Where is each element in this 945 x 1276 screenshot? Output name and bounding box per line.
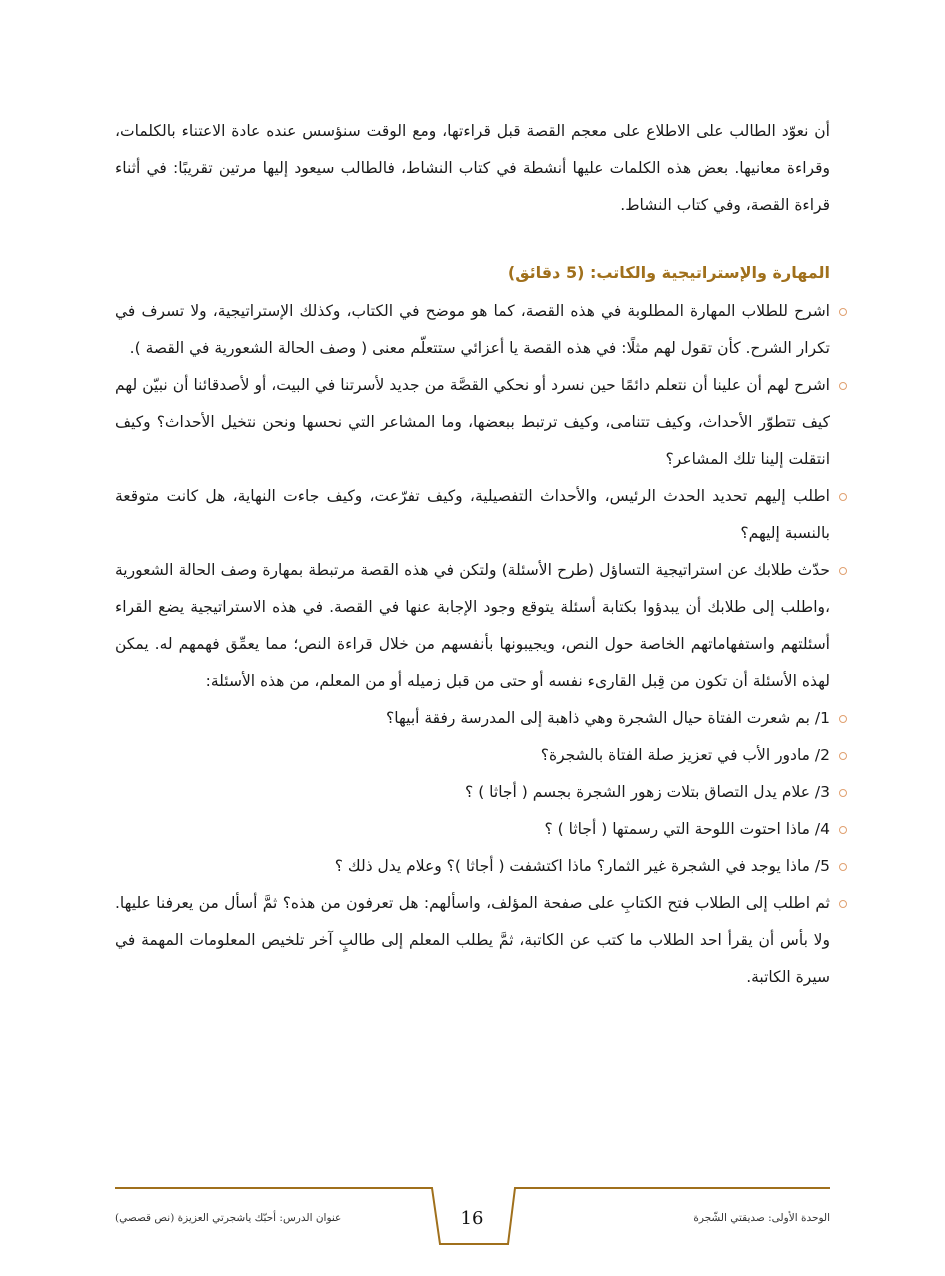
list-item-text: اشرح لهم أن علينا أن نتعلم دائمًا حين نسرد أو نحكي القصَّة من جديد لأسرتنا في البيت، أو لأصدقائنا أن نبيّن لهم كيف تتطوّر الأحداث، وكيف تتنامى، وكيف ترتبط ببعضها، وما المشاعر التي نحسها ونحن نتخيل الأحداث؟ وكيف انتقلت إلينا تلك المشاعر؟	[115, 376, 830, 468]
lesson-title: عنوان الدرس: أحبّك ياشجرتي العزيزة (نص قصصي)	[115, 1212, 342, 1224]
section-heading: المهارة والإستراتيجية والكاتب: (5 دقائق)	[507, 263, 830, 282]
page-number: 16	[460, 1208, 484, 1229]
list-item-text: ثم اطلب إلى الطلاب فتح الكتابِ على صفحة المؤلف، واسألهم: هل تعرفون من هذه؟ ثمَّ أسأل من يعرفنا عليها. ولا بأس أن يقرأ احد الطلاب ما كتب عن الكاتبة، ثمَّ يطلب المعلم إلى طالبٍ آخر تلخيص المعلومات المهمة في سيرة الكاتبة.	[115, 894, 830, 986]
question-text: 4/ ماذا احتوت اللوحة التي رسمتها ( أجاثا ) ؟	[544, 820, 830, 838]
question-text: 5/ ماذا يوجد في الشجرة غير الثمار؟ ماذا اكتشفت ( أجاثا )؟ وعلام يدل ذلك ؟	[334, 857, 830, 875]
question-text: 3/ علام يدل التصاق بتلات زهور الشجرة بجسم ( أجاثا ) ؟	[465, 783, 830, 801]
list-item-text: اطلب إليهم تحديد الحدث الرئيس، والأحداث التفصيلية، وكيف تفرّعت، وكيف جاءت النهاية، هل كانت متوقعة بالنسبة إليهم؟	[115, 487, 830, 542]
list-item-text: حدّث طلابك عن استراتيجية التساؤل (طرح الأسئلة) ولتكن في هذه القصة مرتبطة بمهارة وصف الحالة الشعورية ،واطلب إلى طلابك أن يبدؤوا بكتابة أسئلة يتوقع وجود الإجابة عنها في القصة. في هذه الاستراتيجية يضع القراء أسئلتهم واستفهاماتهم الخاصة حول النص، ويجيبونها بأنفسهم من خلال قراءة النص؛ مما يعمِّق فهمهم له. يمكن لهذه الأسئلة أن تكون من قِبل القارىء نفسه أو حتى من قبل زميله أو من المعلم، من هذه الأسئلة:	[115, 561, 830, 690]
list-item-text: اشرح للطلاب المهارة المطلوبة في هذه القصة، كما هو موضح في الكتاب، وكذلك الإستراتيجية، ولا تسرف في تكرار الشرح. كأن تقول لهم مثلًا: في هذه القصة يا أعزائي ستتعلّم معنى ( وصف الحالة الشعورية في القصة ).	[115, 302, 830, 357]
question-text: 1/ بم شعرت الفتاة حيال الشجرة وهي ذاهبة إلى المدرسة رفقة أبيها؟	[386, 709, 830, 727]
intro-paragraph: أن نعوّد الطالب على الاطلاع على معجم القصة قبل قراءتها، ومع الوقت سنؤسس عنده عادة الاعتناء بالكلمات، وقراءة معانيها. بعض هذه الكلمات عليها أنشطة في كتاب النشاط، فالطالب سيعود إليها مرتين تقريبًا: في أثناء قراءة القصة، وفي كتاب النشاط.	[115, 122, 830, 214]
question-text: 2/ مادور الأب في تعزيز صلة الفتاة بالشجرة؟	[540, 746, 830, 764]
unit-title: الوحدة الأولى: صديقتي الشّجرة	[693, 1212, 830, 1224]
